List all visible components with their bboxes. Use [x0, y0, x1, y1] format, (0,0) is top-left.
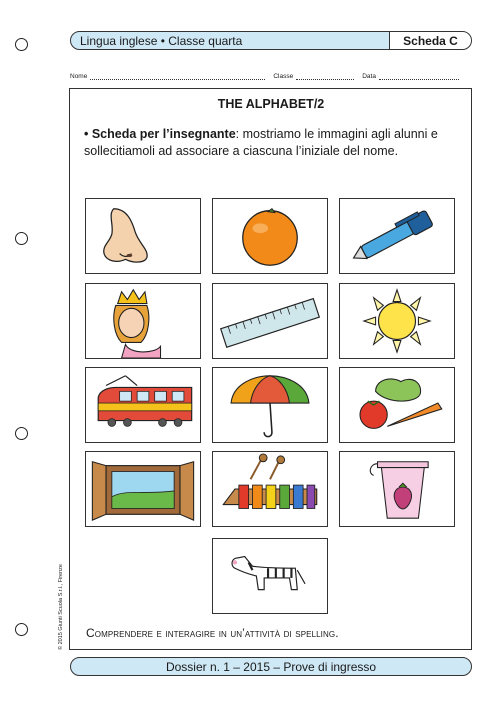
window-icon	[86, 452, 200, 526]
orange-icon	[213, 199, 327, 273]
copyright-text: © 2015 Giunti Scuola S.r.l., Firenze	[58, 564, 64, 650]
picture-card-yogurt	[339, 451, 455, 527]
class-field[interactable]	[273, 68, 354, 80]
picture-card-xylophone	[212, 451, 328, 527]
picture-card-queen	[85, 283, 201, 359]
picture-card-zebra	[212, 538, 328, 614]
picture-card-nose	[85, 198, 201, 274]
xylophone-icon	[213, 452, 327, 526]
instruction-lead: • Scheda per l’insegnante	[84, 127, 236, 141]
name-field[interactable]	[70, 68, 265, 80]
student-fields	[70, 68, 472, 80]
sheet-label: Scheda C	[389, 32, 471, 49]
pen-icon	[340, 199, 454, 273]
binder-hole	[15, 427, 28, 440]
train-icon	[86, 368, 200, 442]
name-label: Nome	[70, 73, 88, 80]
queen-icon	[86, 284, 200, 358]
picture-card-train	[85, 367, 201, 443]
picture-card-sun	[339, 283, 455, 359]
zebra-icon	[213, 539, 327, 613]
footnote: Comprendere e interagire in un’attività di spelling.	[86, 626, 339, 640]
sun-icon	[340, 284, 454, 358]
picture-card-umbrella	[212, 367, 328, 443]
picture-card-pen	[339, 198, 455, 274]
picture-card-window	[85, 451, 201, 527]
binder-hole	[15, 623, 28, 636]
footer-label: Dossier n. 1 – 2015 – Prove di ingresso	[165, 659, 377, 674]
page-title: THE ALPHABET/2	[217, 97, 325, 111]
date-field[interactable]	[362, 68, 459, 80]
yogurt-icon	[340, 452, 454, 526]
binder-hole	[15, 38, 28, 51]
umbrella-icon	[213, 368, 327, 442]
nose-icon	[86, 199, 200, 273]
picture-card-vegetables	[339, 367, 455, 443]
subject-label: Lingua inglese • Classe quarta	[80, 34, 243, 48]
footer-bar	[70, 657, 472, 676]
ruler-icon	[213, 284, 327, 358]
date-label: Data	[362, 73, 376, 80]
instruction-text	[84, 126, 459, 160]
picture-card-ruler	[212, 283, 328, 359]
instruction-body: : mostriamo le immagini agli alunni e sollecitiamoli ad associare a ciascuna l’iniziale del nome.	[84, 127, 438, 158]
header-bar	[70, 31, 472, 50]
picture-card-orange	[212, 198, 328, 274]
class-label: Classe	[273, 73, 294, 80]
binder-hole	[15, 232, 28, 245]
vegetables-icon	[340, 368, 454, 442]
